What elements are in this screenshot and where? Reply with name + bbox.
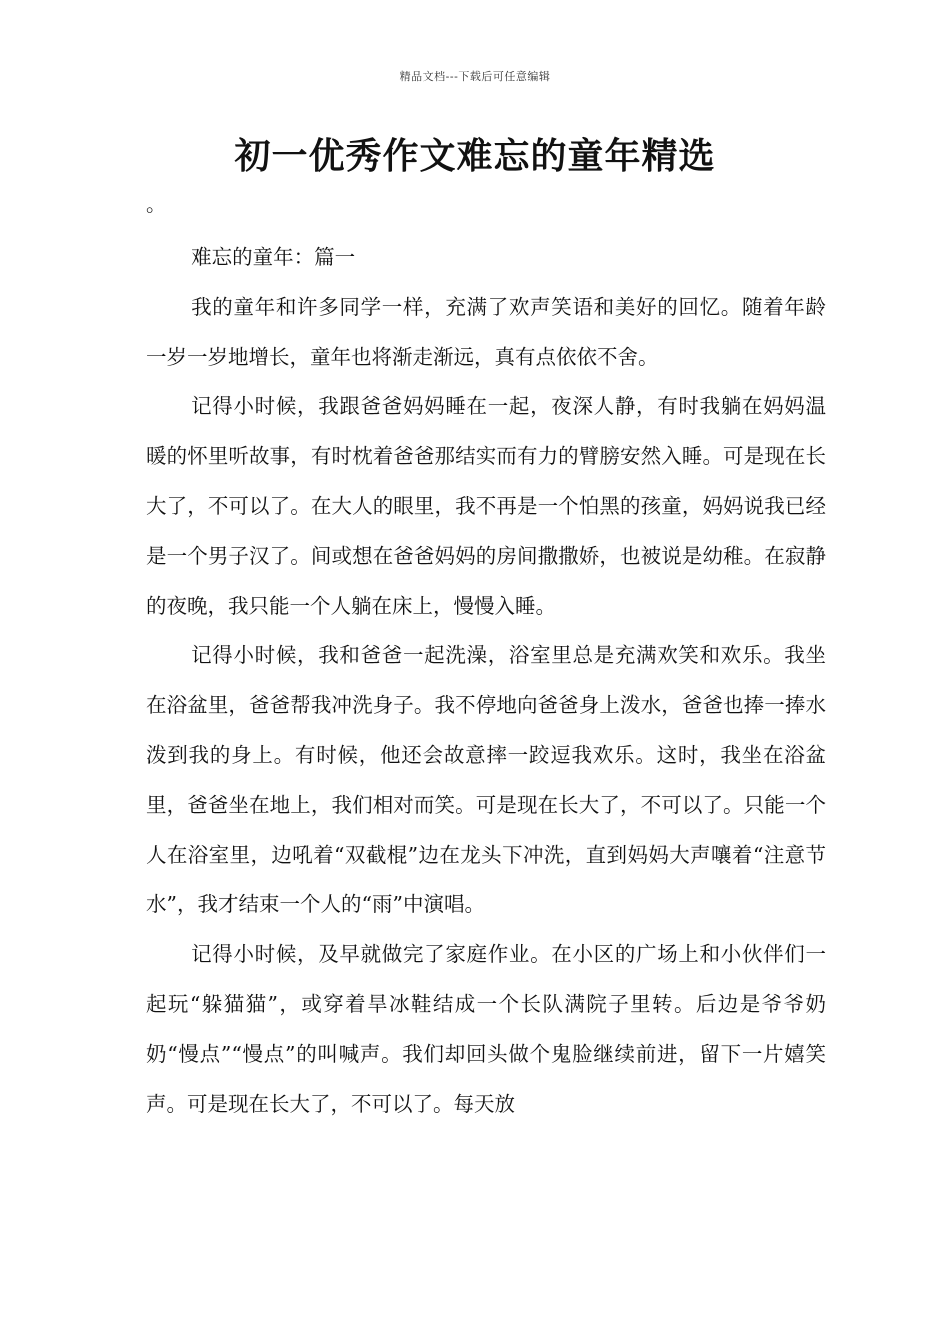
document-body <box>146 233 826 1129</box>
paragraph-3: 记得小时候，我和爸爸一起洗澡，浴室里总是充满欢笑和欢乐。我坐在浴盆里，爸爸帮我冲洗身子。我不停地向爸爸身上泼水，爸爸也捧一捧水泼到我的身上。有时候，他还会故意摔一跤逗我欢乐。这时，我坐在浴盆里，爸爸坐在地上，我们相对而笑。可是现在长大了，不可以了。只能一个人在浴室里，边吼着“双截棍”边在龙头下冲洗，直到妈妈大声嚷着“注意节水”，我才结束一个人的“雨”中演唱。 <box>146 643 826 917</box>
paragraph-4: 记得小时候，及早就做完了家庭作业。在小区的广场上和小伙伴们一起玩“躲猫猫”，或穿着旱冰鞋结成一个长队满院子里转。后边是爷爷奶奶“慢点”“慢点”的叫喊声。我们却回头做个鬼脸继续前进，留下一片嬉笑声。可是现在长大了，不可以了。每天放 <box>146 942 826 1116</box>
paragraph-1: 我的童年和许多同学一样，充满了欢声笑语和美好的回忆。随着年龄一岁一岁地增长，童年也将渐走渐远，真有点依依不舍。 <box>146 294 826 369</box>
section-heading: 难忘的童年：篇一 <box>191 245 356 269</box>
header-note: 精品文档---下载后可任意编辑 <box>399 70 551 83</box>
lead-mark: 。 <box>146 192 166 216</box>
paragraph-2: 记得小时候，我跟爸爸妈妈睡在一起，夜深人静，有时我躺在妈妈温暖的怀里听故事，有时枕着爸爸那结实而有力的臂膀安然入睡。可是现在长大了，不可以了。在大人的眼里，我不再是一个怕黑的孩童，妈妈说我已经是一个男子汉了。间或想在爸爸妈妈的房间撒撒娇，也被说是幼稚。在寂静的夜晚，我只能一个人躺在床上，慢慢入睡。 <box>146 394 826 618</box>
page-title: 初一优秀作文难忘的童年精选 <box>234 136 716 177</box>
